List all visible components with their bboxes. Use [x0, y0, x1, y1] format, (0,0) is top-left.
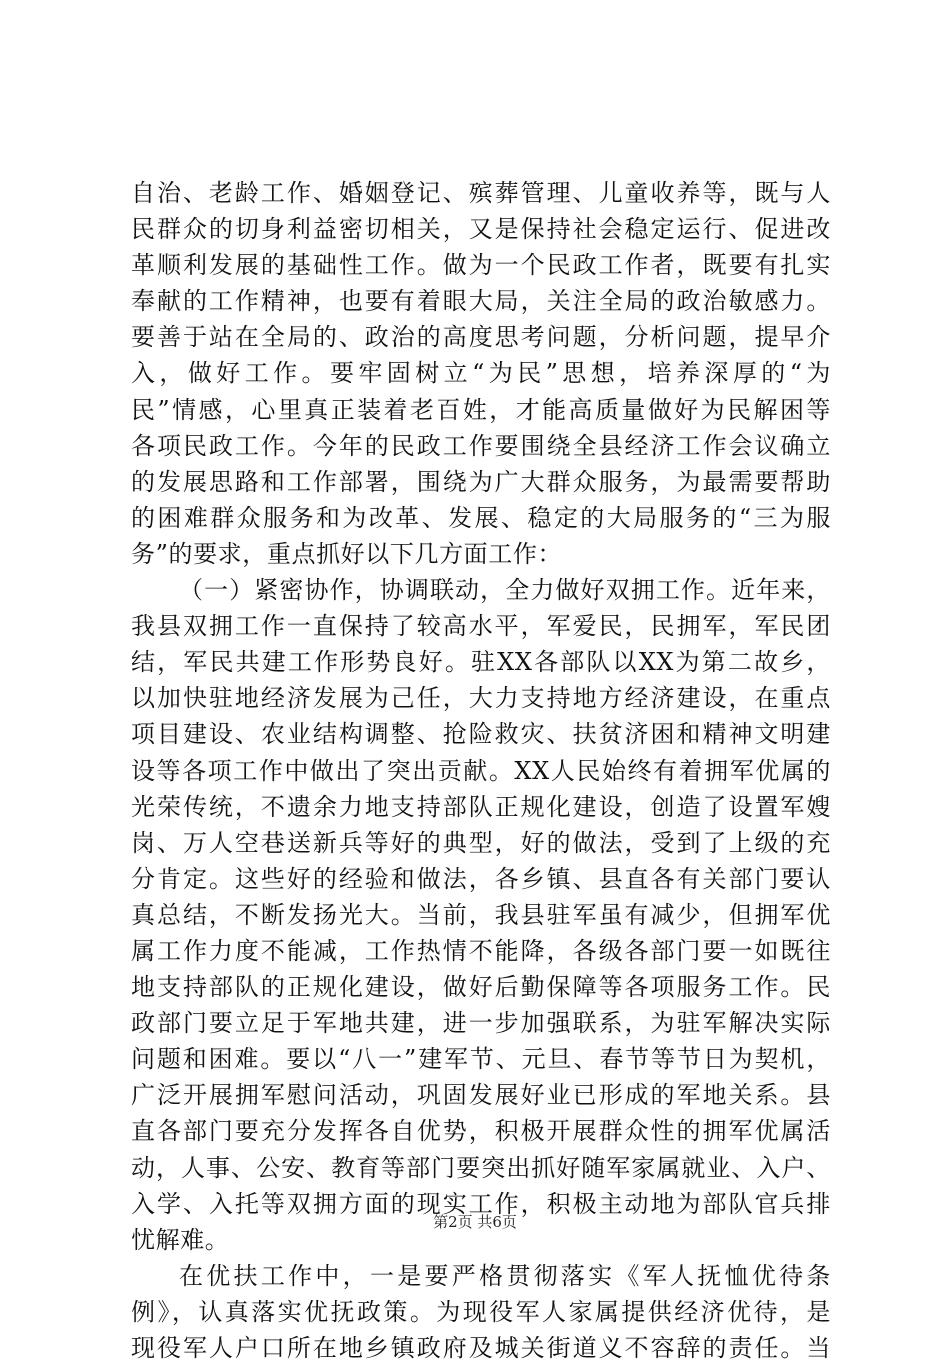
paragraph-section-one	[131, 572, 831, 1258]
text-line: 各项民政工作。今年的民政工作要围绕全县经济工作会议确立	[131, 431, 831, 460]
text-line: 入学、入托等双拥方面的现实工作，积极主动地为部队官兵排	[131, 1189, 831, 1218]
text-line: 光荣传统，不遗余力地支持部队正规化建设，创造了设置军嫂	[131, 792, 831, 821]
text-line: 我县双拥工作一直保持了较高水平，军爱民，民拥军，军民团	[131, 612, 831, 641]
paragraph-preferential-care	[131, 1258, 831, 1366]
text-line: 动，人事、公安、教育等部门要突出抓好随军家属就业、入户、	[131, 1153, 831, 1182]
text-line: 自治、老龄工作、婚姻登记、殡葬管理、儿童收养等，既与人	[131, 179, 831, 207]
paragraph-continuation	[131, 175, 831, 572]
text-line: 广泛开展拥军慰问活动，巩固发展好业已形成的军地关系。县	[131, 1081, 831, 1110]
text-line: 以加快驻地经济发展为己任，大力支持地方经济建设，在重点	[131, 684, 831, 713]
text-line: 结，军民共建工作形势良好。驻XX各部队以XX为第二故乡，	[131, 648, 831, 677]
text-line: 民”情感，心里真正装着老百姓，才能高质量做好为民解困等	[131, 395, 831, 424]
text-line: 在优扶工作中，一是要严格贯彻落实《军人抚恤优待条	[179, 1261, 831, 1290]
text-line: 忧解难。	[131, 1225, 230, 1254]
text-line: 务”的要求，重点抓好以下几方面工作：	[131, 539, 563, 568]
text-line: 要善于站在全局的、政治的高度思考问题，分析问题，提早介	[131, 323, 831, 352]
text-line: 例》，认真落实优抚政策。为现役军人家属提供经济优待，是	[131, 1297, 831, 1326]
text-line: 的发展思路和工作部署，围绕为广大群众服务，为最需要帮助	[131, 467, 831, 496]
text-line: 现役军人户口所在地乡镇政府及城关街道义不容辞的责任。当	[131, 1334, 831, 1362]
text-line: 设等各项工作中做出了突出贡献。XX人民始终有着拥军优属的	[131, 756, 831, 785]
text-line: 奉献的工作精神，也要有着眼大局，关注全局的政治敏感力。	[131, 287, 831, 316]
text-line: 政部门要立足于军地共建，进一步加强联系，为驻军解决实际	[131, 1009, 831, 1038]
page-number-footer: 第2页 共6页	[433, 1213, 517, 1231]
text-line: 分肯定。这些好的经验和做法，各乡镇、县直各有关部门要认	[131, 864, 831, 893]
text-line: 革顺利发展的基础性工作。做为一个民政工作者，既要有扎实	[131, 251, 831, 280]
text-line: 直各部门要充分发挥各自优势，积极开展群众性的拥军优属活	[131, 1117, 831, 1146]
text-line: 问题和困难。要以“八一”建军节、元旦、春节等节日为契机，	[131, 1045, 831, 1074]
text-line: 的困难群众服务和为改革、发展、稳定的大局服务的“三为服	[131, 503, 831, 532]
section-heading-line: （一）紧密协作，协调联动，全力做好双拥工作。近年来，	[179, 576, 831, 605]
text-line: 入，做好工作。要牢固树立“为民”思想，培养深厚的“为	[131, 359, 831, 388]
text-line: 真总结，不断发扬光大。当前，我县驻军虽有减少，但拥军优	[131, 900, 831, 929]
text-line: 项目建设、农业结构调整、抢险救灾、扶贫济困和精神文明建	[131, 720, 831, 749]
text-line: 属工作力度不能减，工作热情不能降，各级各部门要一如既往	[131, 936, 831, 965]
text-line: 民群众的切身利益密切相关，又是保持社会稳定运行、促进改	[131, 215, 831, 244]
text-line: 地支持部队的正规化建设，做好后勤保障等各项服务工作。民	[131, 973, 831, 1002]
text-line: 岗、万人空巷送新兵等好的典型，好的做法，受到了上级的充	[131, 828, 831, 857]
body-text	[131, 175, 831, 1366]
